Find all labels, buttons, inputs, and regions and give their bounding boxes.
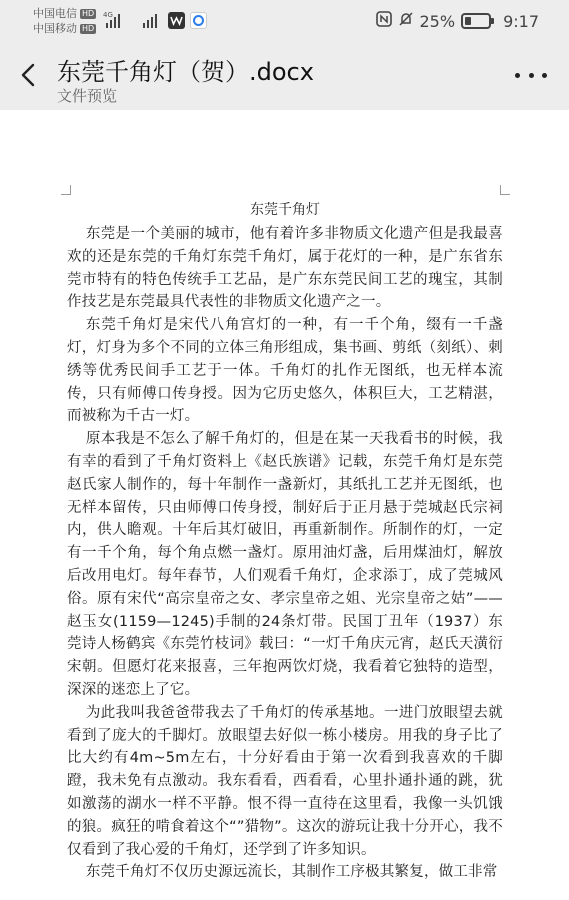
- file-preview-label: 文件预览: [57, 87, 118, 105]
- chevron-left-icon: [12, 58, 46, 92]
- wps-app-icon: [168, 12, 185, 29]
- nfc-icon: [376, 11, 392, 31]
- app-bar: [0, 44, 569, 110]
- hd-badge: HD: [82, 9, 95, 18]
- carrier-info: [33, 6, 96, 36]
- paragraph-5: 东莞千角灯不仅历史源远流长，其制作工序极其繁复，做工非常: [85, 864, 498, 881]
- battery-icon: [461, 13, 491, 29]
- more-horizontal-icon: [515, 73, 520, 78]
- carrier-1-label: 中国电信: [33, 7, 77, 20]
- crop-mark-top-left: [61, 185, 71, 195]
- status-bar: [0, 0, 569, 44]
- more-options-button[interactable]: [515, 68, 547, 82]
- browser-app-icon: [190, 12, 207, 29]
- carrier-2-label: 中国移动: [33, 22, 77, 35]
- hd-badge: HD: [82, 24, 95, 33]
- document-body: [67, 200, 503, 884]
- battery-percent: 25%: [419, 11, 456, 31]
- document-title: 东莞千角灯: [250, 202, 320, 218]
- network-type-label: 4G: [103, 11, 113, 19]
- status-right-group: [376, 11, 540, 31]
- paragraph-3: 原本我是不怎么了解千角灯的，但是在某一天我看书的时候，我有幸的看到了千角灯资料上《赵氏族谱》记载，东莞千角灯是东莞赵氏家人制作的，每十年制作一盏新灯，其纸扎工艺并无图纸，也无样本留传，只由师傅口传身授，制好后于正月悬于莞城赵氏宗祠内，供人瞻观。十年后其灯破旧，再重新制作。所制作的灯，一定有一千个角，每个角点燃一盏灯。原用油灯盏，后用煤油灯，解放后改用电灯。每年春节，人们观看千角灯，企求添丁，成了莞城风俗。原有宋代“高宗皇帝之女、孝宗皇帝之姐、光宗皇帝之姑”——赵玉女(1159—1245)手制的24条灯带。民国丁丑年（1937）东莞诗人杨鹤宾《东莞竹枝词》载曰：“一灯千角庆元宵，赵氏天潢衍宋朝。但愿灯花来报喜，三年抱两饮灯烧，我看着它独特的造型，深深的迷恋上了它。: [67, 431, 503, 698]
- document-page[interactable]: [0, 110, 569, 900]
- paragraph-4: 为此我叫我爸爸带我去了千角灯的传承基地。一进门放眼望去就看到了庞大的千脚灯。放眼望去好似一栋小楼房。用我的身子比了比大约有4m~5m左右，十分好看由于第一次看到我喜欢的千脚蹬，我未免有点激动。我东看看，西看看，心里扑通扑通的跳，犹如激荡的湖水一样不平静。恨不得一直待在这里看，我像一头饥饿的狼。疯狂的啃食着这个“”猎物”。这次的游玩让我十分开心，我不仅看到了我心爱的千角灯，还学到了许多知识。: [67, 704, 503, 858]
- signal-2-icon: [143, 12, 163, 28]
- crop-mark-top-right: [500, 185, 510, 195]
- back-button[interactable]: [12, 58, 46, 92]
- paragraph-2: 东莞千角灯是宋代八角宫灯的一种，有一千个角，缀有一千盏灯，灯身为多个不同的立体三角形组成，集书画、剪纸（刻纸）、刺绣等优秀民间手工艺于一体。千角灯的扎作无图纸，也无样本流传，只有师傅口传身授。因为它历史悠久，体积巨大，工艺精湛，而被称为千古一灯。: [67, 317, 503, 425]
- clock: 9:17: [503, 11, 539, 31]
- mute-icon: [398, 11, 414, 31]
- paragraph-1: 东莞是一个美丽的城市，他有着许多非物质文化遗产但是我最喜欢的还是东莞的千角灯东莞千角灯，属于花灯的一种，是广东省东莞市特有的特色传统手工艺品，是广东东莞民间工艺的瑰宝，其制作技艺是东莞最具代表性的非物质文化遗产之一。: [67, 226, 503, 311]
- file-title: 东莞千角灯（贺）.docx: [57, 58, 314, 86]
- signal-1-icon: [104, 12, 126, 28]
